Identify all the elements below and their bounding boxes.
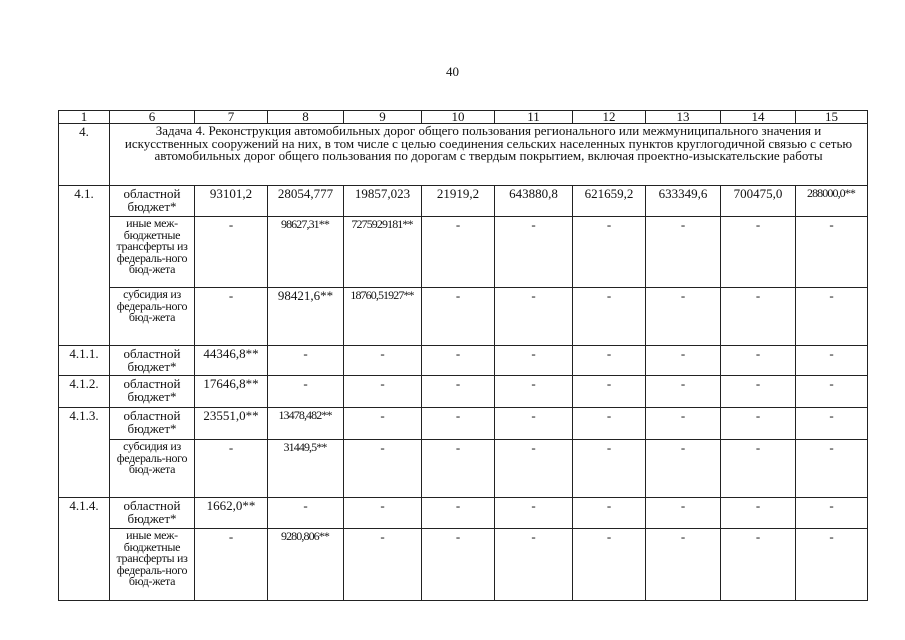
value-cell: - — [573, 346, 646, 376]
value-cell: - — [721, 498, 796, 529]
value-cell: - — [344, 440, 422, 498]
value-cell: 1662,0** — [195, 498, 268, 529]
value-cell: - — [721, 217, 796, 288]
funding-source-label: областной бюджет* — [110, 186, 195, 217]
value-cell: - — [344, 408, 422, 440]
value-cell: - — [422, 440, 495, 498]
value-cell: 13478,482** — [268, 408, 344, 440]
row-code: 4.1. — [59, 186, 110, 346]
value-cell: - — [721, 288, 796, 346]
value-cell: - — [495, 529, 573, 601]
table-row — [59, 408, 868, 440]
column-header: 10 — [422, 111, 495, 124]
value-cell: - — [573, 376, 646, 408]
value-cell: - — [422, 376, 495, 408]
value-cell: - — [268, 498, 344, 529]
value-cell: - — [195, 217, 268, 288]
value-cell: - — [422, 408, 495, 440]
column-header: 8 — [268, 111, 344, 124]
value-cell: - — [796, 376, 868, 408]
value-cell: 31449,5** — [268, 440, 344, 498]
value-cell: - — [573, 529, 646, 601]
column-header: 11 — [495, 111, 573, 124]
table-row — [59, 498, 868, 529]
table-row — [59, 186, 868, 217]
funding-source-label: субсидия из федераль-ного бюд-жета — [110, 288, 195, 346]
task-description: Задача 4. Реконструкция автомобильных дорог общего пользования регионального или межмуниципального значения и искусственных сооружений на них, в том числе с целью соединения сельских населенных пунктов круглогодичной связью с сетью автомобильных дорог общего пользования по дорогам с твердым покрытием, включая проектно-изыскательские работы — [110, 124, 868, 186]
value-cell: 7275929181** — [344, 217, 422, 288]
value-cell: - — [646, 376, 721, 408]
value-cell: - — [195, 440, 268, 498]
value-cell: - — [422, 288, 495, 346]
task-row — [59, 124, 868, 186]
table-row — [59, 376, 868, 408]
value-cell: 44346,8** — [195, 346, 268, 376]
page-number: 40 — [446, 64, 459, 79]
value-cell: 633349,6 — [646, 186, 721, 217]
value-cell: - — [495, 217, 573, 288]
value-cell: - — [721, 440, 796, 498]
value-cell: 21919,2 — [422, 186, 495, 217]
row-code: 4.1.2. — [59, 376, 110, 408]
column-header: 14 — [721, 111, 796, 124]
value-cell: 288000,0** — [796, 186, 868, 217]
value-cell: - — [721, 529, 796, 601]
value-cell: - — [344, 376, 422, 408]
value-cell: 621659,2 — [573, 186, 646, 217]
value-cell: - — [573, 288, 646, 346]
value-cell: - — [796, 440, 868, 498]
column-header: 9 — [344, 111, 422, 124]
value-cell: - — [796, 529, 868, 601]
value-cell: - — [721, 376, 796, 408]
value-cell: - — [646, 408, 721, 440]
value-cell: - — [646, 346, 721, 376]
funding-source-label: субсидия из федераль-ного бюд-жета — [110, 440, 195, 498]
value-cell: - — [495, 376, 573, 408]
funding-source-label: областной бюджет* — [110, 498, 195, 529]
column-header: 7 — [195, 111, 268, 124]
value-cell: - — [268, 346, 344, 376]
value-cell: - — [495, 498, 573, 529]
value-cell: - — [344, 498, 422, 529]
row-code: 4.1.4. — [59, 498, 110, 601]
value-cell: - — [573, 498, 646, 529]
table-row — [59, 346, 868, 376]
value-cell: - — [721, 346, 796, 376]
value-cell: 17646,8** — [195, 376, 268, 408]
value-cell: - — [796, 288, 868, 346]
value-cell: - — [422, 217, 495, 288]
value-cell: - — [573, 217, 646, 288]
table-row — [59, 288, 868, 346]
budget-table — [58, 110, 868, 601]
value-cell: 643880,8 — [495, 186, 573, 217]
value-cell: - — [646, 440, 721, 498]
column-header: 13 — [646, 111, 721, 124]
column-header-row — [59, 111, 868, 124]
column-header: 12 — [573, 111, 646, 124]
table-row — [59, 217, 868, 288]
value-cell: 28054,777 — [268, 186, 344, 217]
funding-source-label: областной бюджет* — [110, 376, 195, 408]
value-cell: 98627,31** — [268, 217, 344, 288]
value-cell: - — [495, 440, 573, 498]
value-cell: 18760,51927** — [344, 288, 422, 346]
value-cell: - — [646, 288, 721, 346]
column-header: 6 — [110, 111, 195, 124]
value-cell: - — [646, 498, 721, 529]
value-cell: - — [495, 288, 573, 346]
value-cell: - — [721, 408, 796, 440]
value-cell: 93101,2 — [195, 186, 268, 217]
value-cell: - — [796, 217, 868, 288]
row-code: 4.1.1. — [59, 346, 110, 376]
column-header: 15 — [796, 111, 868, 124]
value-cell: - — [344, 346, 422, 376]
value-cell: 700475,0 — [721, 186, 796, 217]
column-header: 1 — [59, 111, 110, 124]
value-cell: - — [495, 408, 573, 440]
value-cell: - — [195, 288, 268, 346]
funding-source-label: иные меж-бюджетные трансферты из федераль-ного бюд-жета — [110, 529, 195, 601]
value-cell: - — [646, 529, 721, 601]
funding-source-label: иные меж-бюджетные трансферты из федераль-ного бюд-жета — [110, 217, 195, 288]
value-cell: - — [573, 440, 646, 498]
value-cell: 9280,806** — [268, 529, 344, 601]
value-cell: - — [573, 408, 646, 440]
value-cell: - — [195, 529, 268, 601]
value-cell: - — [422, 346, 495, 376]
value-cell: - — [796, 346, 868, 376]
table-row — [59, 440, 868, 498]
funding-source-label: областной бюджет* — [110, 408, 195, 440]
value-cell: 19857,023 — [344, 186, 422, 217]
value-cell: 98421,6** — [268, 288, 344, 346]
table-row — [59, 529, 868, 601]
value-cell: - — [422, 498, 495, 529]
value-cell: - — [796, 408, 868, 440]
funding-source-label: областной бюджет* — [110, 346, 195, 376]
task-code: 4. — [59, 124, 110, 186]
row-code: 4.1.3. — [59, 408, 110, 498]
value-cell: - — [422, 529, 495, 601]
value-cell: - — [344, 529, 422, 601]
value-cell: - — [268, 376, 344, 408]
value-cell: - — [495, 346, 573, 376]
value-cell: - — [796, 498, 868, 529]
value-cell: - — [646, 217, 721, 288]
value-cell: 23551,0** — [195, 408, 268, 440]
